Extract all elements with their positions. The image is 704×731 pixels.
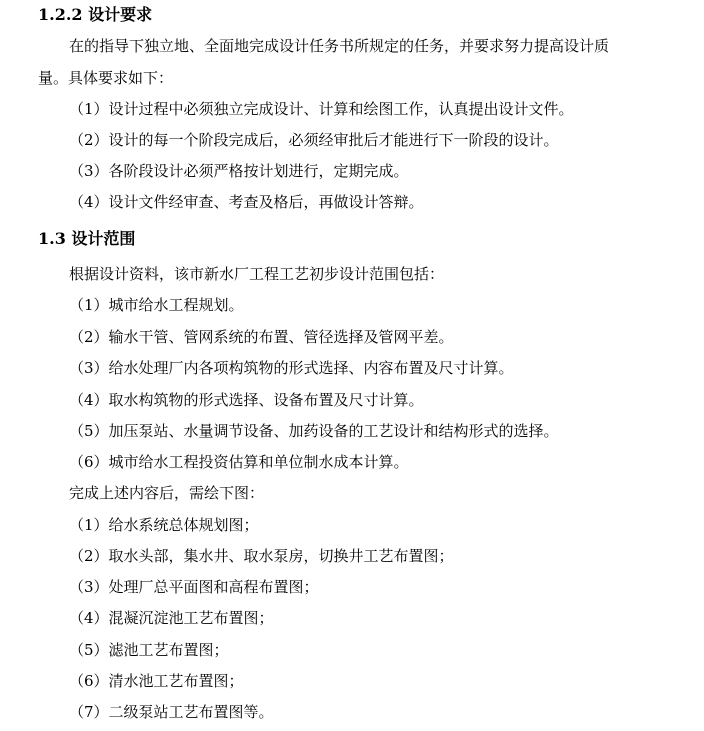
scope-item: （2）输水干管、管网系统的布置、管径选择及管网平差。	[69, 328, 454, 346]
drawings-intro: 完成上述内容后，需绘下图：	[69, 484, 265, 502]
drawing-item: （7）二级泵站工艺布置图等。	[69, 703, 274, 721]
scope-intro: 根据设计资料，该市新水厂工程工艺初步设计范围包括：	[69, 265, 445, 283]
scope-item: （5）加压泵站、水量调节设备、加药设备的工艺设计和结构形式的选择。	[69, 422, 559, 440]
drawing-item: （4）混凝沉淀池工艺布置图；	[69, 609, 274, 627]
requirement-item: （3）各阶段设计必须严格按计划进行，定期完成。	[69, 162, 409, 180]
requirement-item: （2）设计的每一个阶段完成后，必须经审批后才能进行下一阶段的设计。	[69, 131, 559, 149]
scope-item: （4）取水构筑物的形式选择、设备布置及尺寸计算。	[69, 391, 424, 409]
section-heading-1-2-2: 1.2.2 设计要求	[38, 5, 153, 24]
drawing-item: （2）取水头部，集水井、取水泵房，切换井工艺布置图；	[69, 547, 454, 565]
requirement-item: （1）设计过程中必须独立完成设计、计算和绘图工作，认真提出设计文件。	[69, 100, 574, 118]
scope-item: （1）城市给水工程规划。	[69, 296, 244, 314]
drawing-item: （6）清水池工艺布置图；	[69, 672, 244, 690]
scope-item: （3）给水处理厂内各项构筑物的形式选择、内容布置及尺寸计算。	[69, 359, 514, 377]
scope-item: （6）城市给水工程投资估算和单位制水成本计算。	[69, 453, 409, 471]
section-heading-1-3: 1.3 设计范围	[38, 229, 136, 248]
intro-paragraph-line-2: 量。具体要求如下：	[38, 69, 174, 87]
drawing-item: （1）给水系统总体规划图；	[69, 516, 259, 534]
drawing-item: （5）滤池工艺布置图；	[69, 641, 229, 659]
requirement-item: （4）设计文件经审查、考查及格后，再做设计答辩。	[69, 193, 424, 211]
intro-paragraph-line-1: 在的指导下独立地、全面地完成设计任务书所规定的任务，并要求努力提高设计质	[69, 37, 610, 55]
drawing-item: （3）处理厂总平面图和高程布置图；	[69, 578, 319, 596]
